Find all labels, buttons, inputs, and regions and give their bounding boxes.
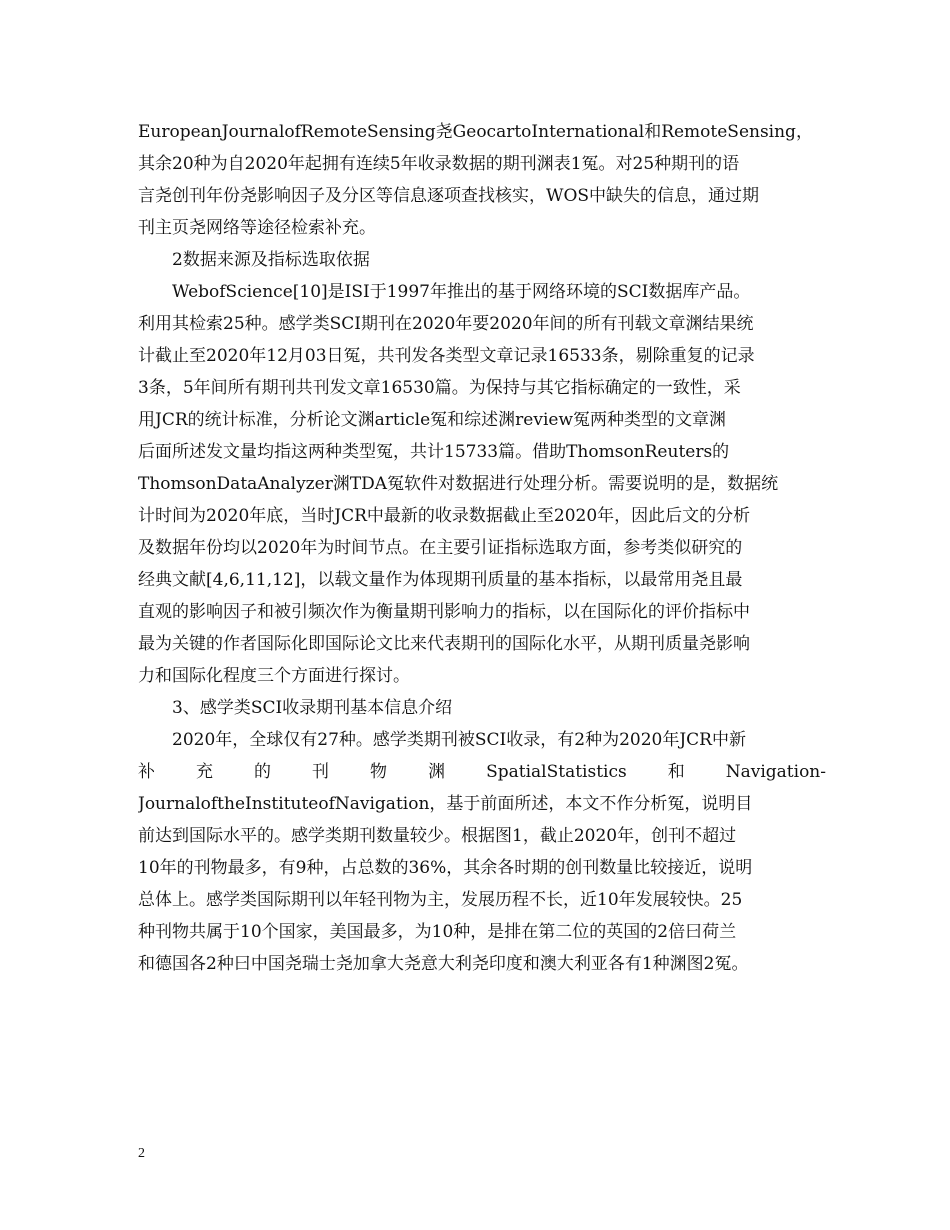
text-line: 2020年，全球仅有27种。感学类期刊被SCI收录，有2种为2020年JCR中新 — [172, 730, 746, 750]
text-line: 和德国各2种曰中国尧瑞士尧加拿大尧意大利尧印度和澳大利亚各有1种渊图2冤。 — [138, 954, 749, 974]
text-line: 10年的刊物最多，有9种，占总数的36%，其余各时期的创刊数量比较接近，说明 — [138, 858, 753, 878]
text-line: 3条，5年间所有期刊共刊发文章16530篇。为保持与其它指标确定的一致性，采 — [138, 378, 741, 398]
text-line: 其余20种为自2020年起拥有连续5年收录数据的期刊渊表1冤。对25种期刊的语 — [138, 154, 740, 174]
text-line: WebofScience[10]是ISI于1997年推出的基于网络环境的SCI数据库产品。 — [172, 282, 751, 302]
text-line: EuropeanJournalofRemoteSensing尧GeocartoInternational和RemoteSensing， — [138, 122, 813, 142]
text-line: 种刊物共属于10个国家，美国最多，为10种，是排在第二位的英国的2倍曰荷兰 — [138, 922, 737, 942]
text-line: 计截止至2020年12月03日冤，共刊发各类型文章记录16533条，剔除重复的记录 — [138, 346, 755, 366]
section-heading: 2数据来源及指标选取依据 — [172, 250, 370, 270]
text-line: 及数据年份均以2020年为时间节点。在主要引证指标选取方面，参考类似研究的 — [138, 538, 743, 558]
text-line: 用JCR的统计标准，分析论文渊article冤和综述渊review冤两种类型的文章渊 — [138, 410, 727, 430]
text-line: 利用其检索25种。感学类SCI期刊在2020年要2020年间的所有刊载文章渊结果统 — [138, 314, 754, 334]
text-line: 后面所述发文量均指这两种类型冤，共计15733篇。借助ThomsonReuters的 — [138, 442, 730, 462]
section-heading: 3、感学类SCI收录期刊基本信息介绍 — [172, 698, 453, 718]
text-line: 经典文献[4,6,11,12]，以载文量作为体现期刊质量的基本指标，以最常用尧且最 — [138, 570, 743, 590]
text-line: ThomsonDataAnalyzer渊TDA冤软件对数据进行处理分析。需要说明的是，数据统 — [138, 474, 779, 494]
text-line: 言尧创刊年份尧影响因子及分区等信息逐项查找核实，WOS中缺失的信息，通过期 — [138, 186, 760, 206]
text-line: 前达到国际水平的。感学类期刊数量较少。根据图1，截止2020年，创刊不超过 — [138, 826, 737, 846]
text-line: 直观的影响因子和被引频次作为衡量期刊影响力的指标，以在国际化的评价指标中 — [138, 602, 750, 622]
body-text — [138, 116, 826, 980]
text-line: 力和国际化程度三个方面进行探讨。 — [138, 666, 410, 686]
text-line: 刊主页尧网络等途径检索补充。 — [138, 218, 376, 238]
text-line: 补充的刊物渊SpatialStatistics和Navigation- — [138, 762, 826, 782]
text-line: 总体上。感学类国际期刊以年轻刊物为主，发展历程不长，近10年发展较快。25 — [138, 890, 743, 910]
text-line: 最为关键的作者国际化即国际论文比来代表期刊的国际化水平，从期刊质量尧影响 — [138, 634, 750, 654]
page-number: 2 — [138, 1146, 145, 1161]
text-line: 计时间为2020年底，当时JCR中最新的收录数据截止至2020年，因此后文的分析 — [138, 506, 751, 526]
text-line: JournaloftheInstituteofNavigation，基于前面所述，本文不作分析冤，说明目 — [138, 794, 753, 814]
